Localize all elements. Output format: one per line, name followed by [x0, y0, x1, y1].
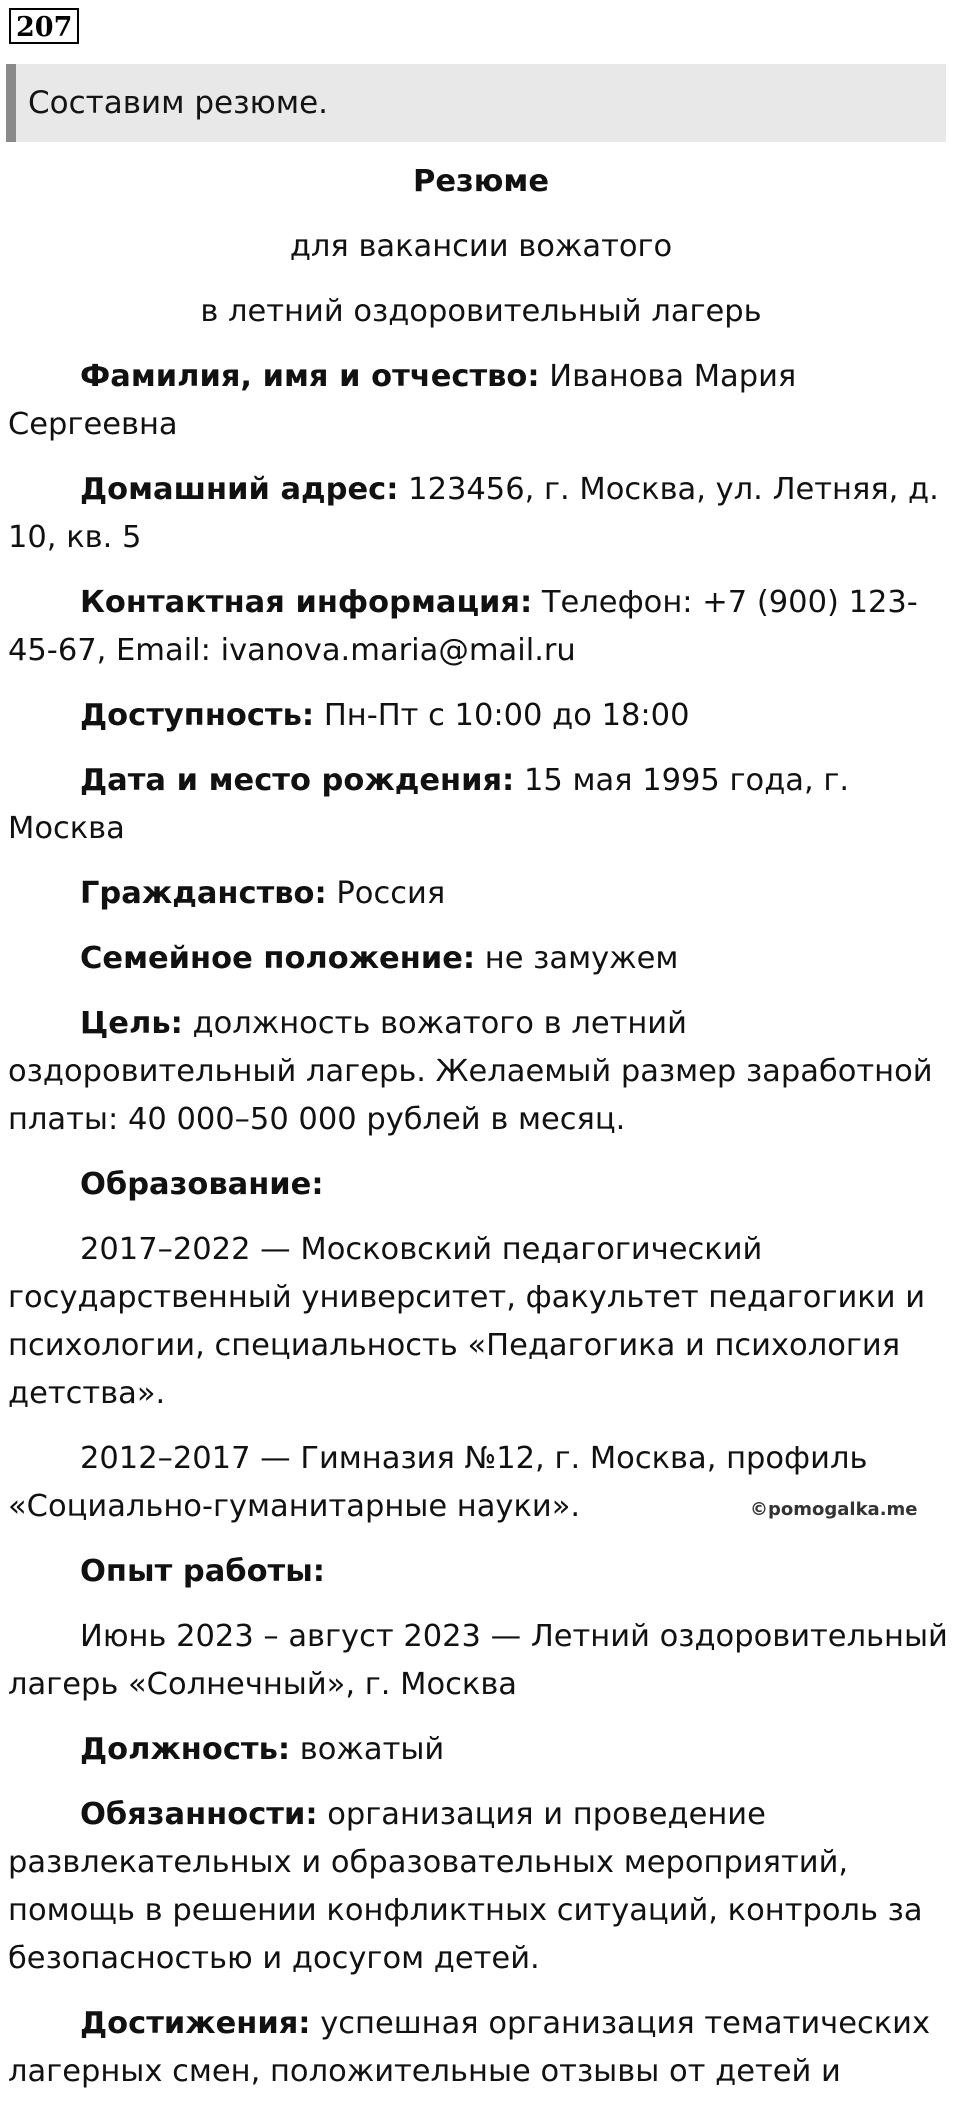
education-item: 2017–2022 — Московский педагогический государственный университет, факультет педагогики и психологии, специальность «Педагогика и психология детства».: [8, 1232, 926, 1411]
experience-duties-value: организация и проведение развлекательных и образовательных мероприятий, помощь в решении конфликтных ситуаций, контроль за безопасностью и досугом детей.: [8, 1797, 923, 1976]
experience-heading: Опыт работы:: [80, 1554, 325, 1589]
field-address-label: Домашний адрес:: [80, 472, 399, 507]
field-citizenship-label: Гражданство:: [80, 876, 327, 911]
experience-position-value: вожатый: [299, 1732, 445, 1767]
education-heading: Образование:: [80, 1167, 324, 1202]
resume-subtitle-camp: в летний оздоровительный лагерь: [200, 294, 762, 329]
field-availability-label: Доступность:: [80, 698, 315, 733]
experience-achievements: [8, 2000, 954, 2096]
experience-achievements-value: успешная организация тематических лагерных смен, положительные отзывы от детей и: [8, 2006, 931, 2089]
resume-title: Резюме: [412, 164, 550, 199]
watermark: ©pomogalka.me: [750, 1499, 918, 1520]
experience-position: [8, 1726, 954, 1774]
field-name-label: Фамилия, имя и отчество:: [80, 359, 540, 394]
intro-banner: Составим резюме.: [6, 64, 946, 142]
resume-subtitle-vacancy: для вакансии вожатого: [289, 229, 673, 264]
section-education: [8, 1161, 954, 1209]
experience-duties: [8, 1791, 954, 1983]
field-contact: [8, 579, 954, 675]
field-name: [8, 353, 954, 449]
section-experience: [8, 1548, 954, 1596]
experience-position-label: Должность:: [80, 1732, 291, 1767]
field-availability-value: Пн-Пт с 10:00 до 18:00: [323, 698, 690, 733]
field-citizenship-value: Россия: [336, 876, 446, 911]
field-goal-label: Цель:: [80, 1006, 183, 1041]
education-item: 2012–2017 — Гимназия №12, г. Москва, профиль «Социально-гуманитарные науки».: [8, 1441, 868, 1524]
experience-period: Июнь 2023 – август 2023 — Летний оздоровительный лагерь «Солнечный», г. Москва: [8, 1619, 948, 1702]
field-availability: [8, 692, 954, 740]
task-number-badge: 207: [9, 8, 79, 44]
field-citizenship: [8, 870, 954, 918]
field-address: [8, 466, 954, 562]
field-birth-value: 15 мая 1995 года, г. Москва: [8, 763, 850, 846]
field-name-value: Иванова Мария Сергеевна: [8, 359, 797, 442]
field-marital-value: не замужем: [484, 941, 679, 976]
field-contact-value: Телефон: +7 (900) 123-45-67, Email: ivanova.maria@mail.ru: [8, 585, 918, 668]
resume-document: [8, 158, 954, 2113]
experience-achievements-label: Достижения:: [80, 2006, 311, 2041]
field-birth-label: Дата и место рождения:: [80, 763, 515, 798]
field-goal: [8, 1000, 954, 1144]
field-address-value: 123456, г. Москва, ул. Летняя, д. 10, кв. 5: [8, 472, 939, 555]
field-marital: [8, 935, 954, 983]
experience-duties-label: Обязанности:: [80, 1797, 318, 1832]
field-goal-value: должность вожатого в летний оздоровительный лагерь. Желаемый размер заработной платы: 40 000–50 000 рублей в месяц.: [8, 1006, 933, 1137]
field-marital-label: Семейное положение:: [80, 941, 476, 976]
field-birth: [8, 757, 954, 853]
field-contact-label: Контактная информация:: [80, 585, 533, 620]
